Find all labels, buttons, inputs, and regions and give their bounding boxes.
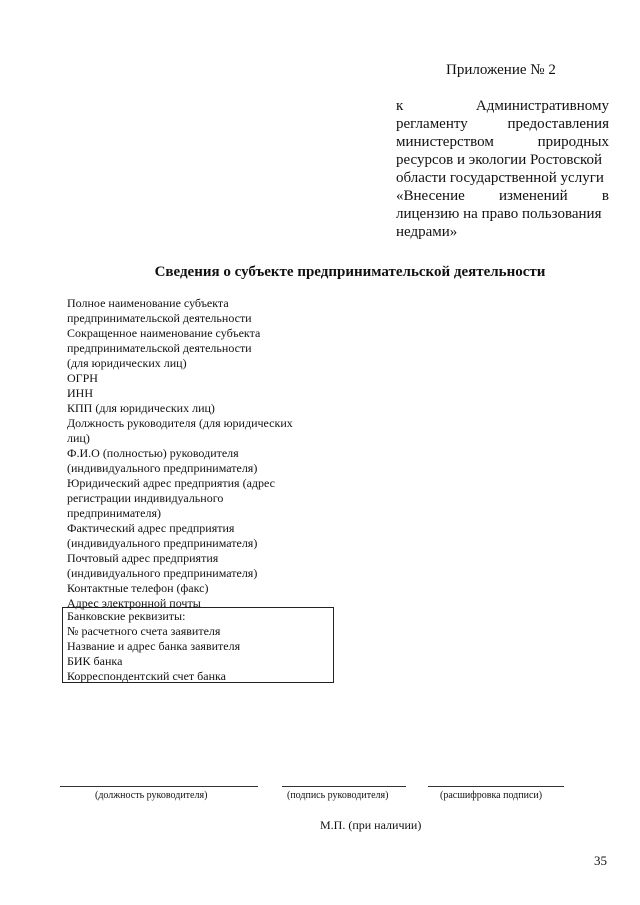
appendix-line: регламенту предоставления bbox=[396, 116, 609, 132]
field-label: (для юридических лиц) bbox=[67, 356, 187, 370]
signature-caption: (подпись руководителя) bbox=[287, 790, 389, 801]
field-label: Адрес электронной почты bbox=[67, 596, 201, 610]
appendix-line: к Административному bbox=[396, 98, 609, 114]
bank-field-label: Название и адрес банка заявителя bbox=[67, 639, 241, 653]
field-label: Почтовый адрес предприятия bbox=[67, 551, 219, 565]
appendix-line: лицензию на право пользования bbox=[396, 206, 602, 222]
field-label: (индивидуального предпринимателя) bbox=[67, 566, 258, 580]
field-label: (индивидуального предпринимателя) bbox=[67, 536, 258, 550]
field-label: Полное наименование субъекта bbox=[67, 296, 229, 310]
fields-list bbox=[67, 296, 293, 611]
field-label: Фактический адрес предприятия bbox=[67, 521, 235, 535]
decoding-caption: (расшифровка подписи) bbox=[440, 790, 543, 801]
field-label: предпринимательской деятельности bbox=[67, 341, 252, 355]
document-title: Сведения о субъекте предпринимательской деятельности bbox=[154, 264, 546, 280]
field-label: Юридический адрес предприятия (адрес bbox=[67, 476, 275, 490]
bank-field-label: Корреспондентский счет банка bbox=[67, 669, 226, 683]
field-label: предпринимательской деятельности bbox=[67, 311, 252, 325]
field-label: лиц) bbox=[67, 431, 90, 445]
field-label: Должность руководителя (для юридических bbox=[67, 416, 293, 430]
field-label: регистрации индивидуального bbox=[67, 491, 224, 505]
signature-line bbox=[282, 786, 406, 787]
field-label: КПП (для юридических лиц) bbox=[67, 401, 215, 415]
bank-field-label: № расчетного счета заявителя bbox=[67, 624, 221, 638]
field-label: Ф.И.О (полностью) руководителя bbox=[67, 446, 239, 460]
field-label: Контактные телефон (факс) bbox=[67, 581, 209, 595]
bank-details-box bbox=[62, 607, 334, 683]
position-caption: (должность руководителя) bbox=[95, 790, 208, 801]
appendix-title: Приложение № 2 bbox=[446, 62, 556, 78]
appendix-line: министерством природных bbox=[396, 134, 609, 150]
seal-note: М.П. (при наличии) bbox=[320, 818, 422, 832]
appendix-line: «Внесение изменений в bbox=[396, 188, 609, 204]
appendix-line: области государственной услуги bbox=[396, 170, 604, 186]
appendix-reference bbox=[396, 97, 609, 241]
bank-field-label: Банковские реквизиты: bbox=[67, 609, 186, 623]
field-label: ИНН bbox=[67, 386, 93, 400]
field-label: предпринимателя) bbox=[67, 506, 161, 520]
decoding-signature-line bbox=[428, 786, 564, 787]
page-number: 35 bbox=[594, 853, 607, 868]
bank-field-label: БИК банка bbox=[67, 654, 123, 668]
position-signature-line bbox=[60, 786, 258, 787]
field-label: (индивидуального предпринимателя) bbox=[67, 461, 258, 475]
field-label: Сокращенное наименование субъекта bbox=[67, 326, 261, 340]
appendix-line: недрами» bbox=[396, 224, 458, 240]
field-label: ОГРН bbox=[67, 371, 98, 385]
appendix-line: ресурсов и экологии Ростовской bbox=[396, 152, 603, 168]
